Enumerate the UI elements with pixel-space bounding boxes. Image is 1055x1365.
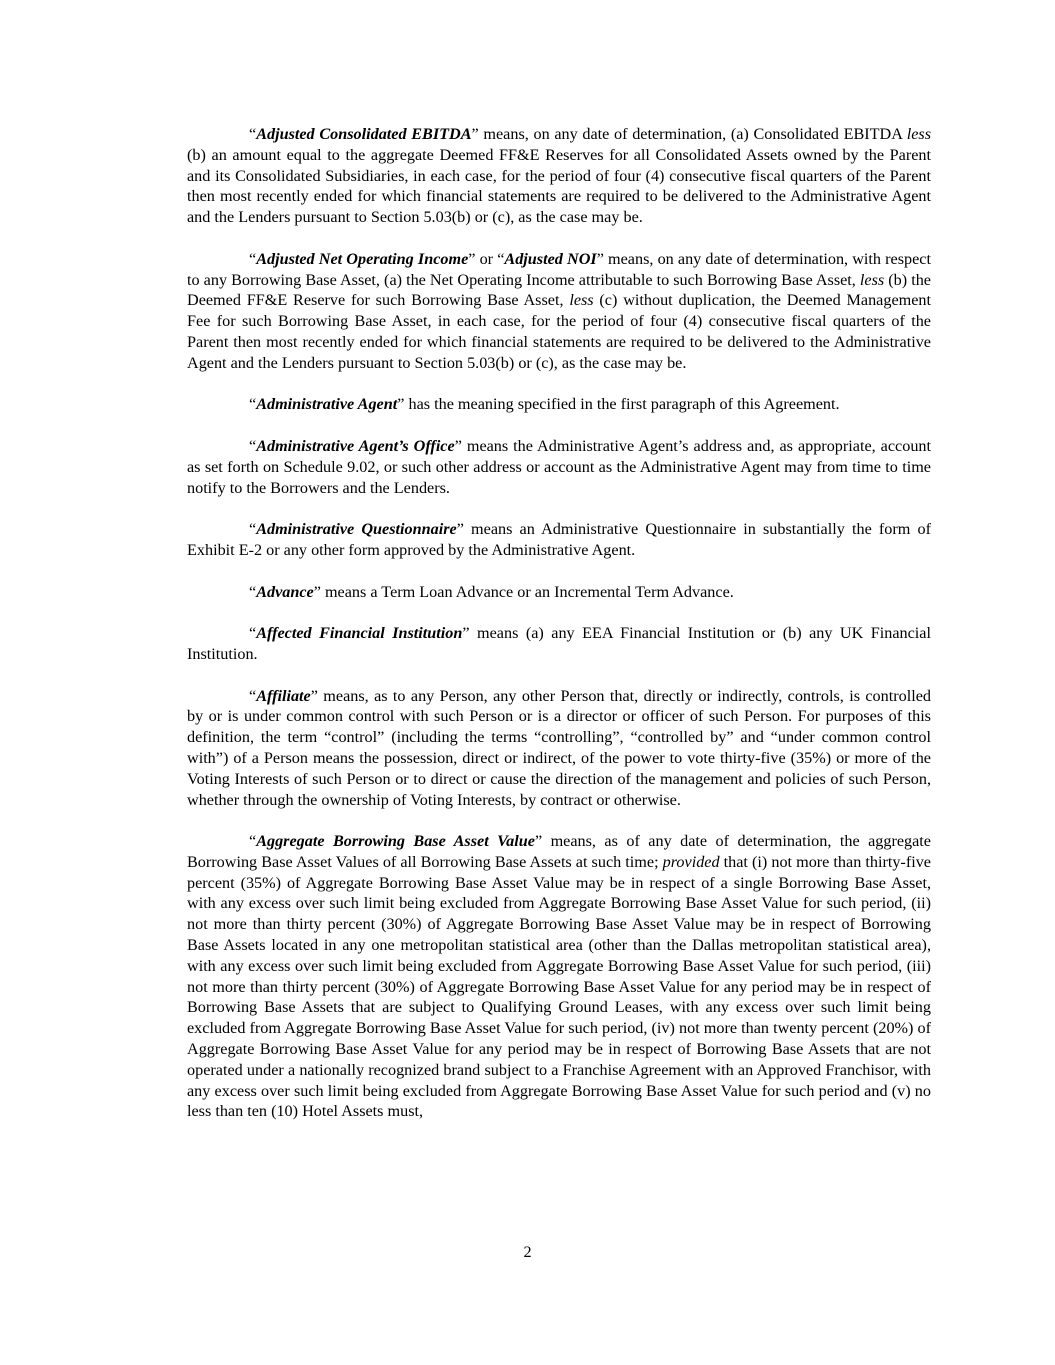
defined-term: Administrative Questionnaire	[256, 520, 457, 539]
definition-affected-financial-institution: “Affected Financial Institution” means (a) any EEA Financial Institution or (b) any UK Financial Institution.	[187, 624, 931, 663]
definition-administrative-agents-office: “Administrative Agent’s Office” means the Administrative Agent’s address and, as appropriate, account as set forth on Schedule 9.02, or such other address or account as the Administrative Agent may from time to time notify to the Borrowers and the Lenders.	[187, 436, 932, 497]
definition-administrative-agent: “Administrative Agent” has the meaning specified in the first paragraph of this Agreement.	[249, 395, 840, 414]
defined-term: Affected Financial Institution	[256, 624, 463, 643]
definition-administrative-questionnaire: “Administrative Questionnaire” means an Administrative Questionnaire in substantially the form of Exhibit E-2 or any other form approved by the Administrative Agent.	[187, 520, 931, 559]
defined-term: Adjusted Consolidated EBITDA	[256, 125, 472, 143]
defined-term: Aggregate Borrowing Base Asset Value	[256, 832, 535, 851]
defined-term-alt: Adjusted NOI	[504, 249, 597, 268]
page-number: 2	[523, 1243, 532, 1261]
defined-term: Administrative Agent’s Office	[256, 436, 455, 455]
definition-advance: “Advance” means a Term Loan Advance or an Incremental Term Advance.	[249, 582, 734, 601]
defined-term: Administrative Agent	[256, 395, 398, 414]
definition-aggregate-borrowing-base-asset-value: “Aggregate Borrowing Base Asset Value” means, as of any date of determination, the aggregate Borrowing Base Asset Values of all Borrowing Base Assets at such time; provided that (i) not more than thirty-five percent (35%) of Aggregate Borrowing Base Asset Value may be in respect of a single Borrowing Base Asset, with any excess over such limit being excluded from Aggregate Borrowing Base Asset Value for such period, (ii) not more than thirty percent (30%) of Aggregate Borrowing Base Asset Value may be in respect of Borrowing Base Assets located in any one metropolitan statistical area (other than the Dallas metropolitan statistical area), with any excess over such limit being excluded from Aggregate Borrowing Base Asset Value for such period, (iii) not more than thirty percent (30%) of Aggregate Borrowing Base Asset Value for any period may be in respect of Borrowing Base Assets that are subject to Qualifying Ground Leases, with any excess over such limit being excluded from Aggregate Borrowing Base Asset Value for such period, (iv) not more than twenty percent (20%) of Aggregate Borrowing Base Asset Value for any period may be in respect of Borrowing Base Assets that are not operated under a nationally recognized brand subject to a Franchise Agreement with an Approved Franchisor, with any excess over such limit being excluded from Aggregate Borrowing Base Asset Value for such period and (v) no less than ten (10) Hotel Assets must,	[187, 832, 931, 1121]
definition-affiliate: “Affiliate” means, as to any Person, any other Person that, directly or indirectly, controls, is controlled by or is under common control with such Person or is a director or officer of such Person. For purposes of this definition, the term “control” (including the terms “controlling”, “controlled by” and “under common control with”) of a Person means the possession, direct or indirect, of the power to vote thirty-five (35%) or more of the Voting Interests of such Person or to direct or cause the direction of the management and policies of such Person, whether through the ownership of Voting Interests, by contract or otherwise.	[187, 686, 931, 809]
defined-term: Advance	[256, 582, 314, 601]
defined-term: Adjusted Net Operating Income	[256, 249, 469, 268]
defined-term: Affiliate	[256, 686, 311, 705]
definition-adjusted-net-operating-income: “Adjusted Net Operating Income” or “Adjusted NOI” means, on any date of determination, with respect to any Borrowing Base Asset, (a) the Net Operating Income attributable to such Borrowing Base Asset, less (b) the Deemed FF&E Reserve for such Borrowing Base Asset, less (c) without duplication, the Deemed Management Fee for such Borrowing Base Asset, in each case, for the period of four (4) consecutive fiscal quarters of the Parent then most recently ended for which financial statements are required to be delivered to the Administrative Agent and the Lenders pursuant to Section 5.03(b) or (c), as the case may be.	[187, 249, 931, 372]
document-page	[187, 124, 931, 1143]
definition-adjusted-consolidated-ebitda: “Adjusted Consolidated EBITDA” means, on any date of determination, (a) Consolidated EBITDA less (b) an amount equal to the aggregate Deemed FF&E Reserves for all Consolidated Assets owned by the Parent and its Consolidated Subsidiaries, in each case, for the period of four (4) consecutive fiscal quarters of the Parent then most recently ended for which financial statements are required to be delivered to the Administrative Agent and the Lenders pursuant to Section 5.03(b) or (c), as the case may be.	[187, 125, 931, 227]
